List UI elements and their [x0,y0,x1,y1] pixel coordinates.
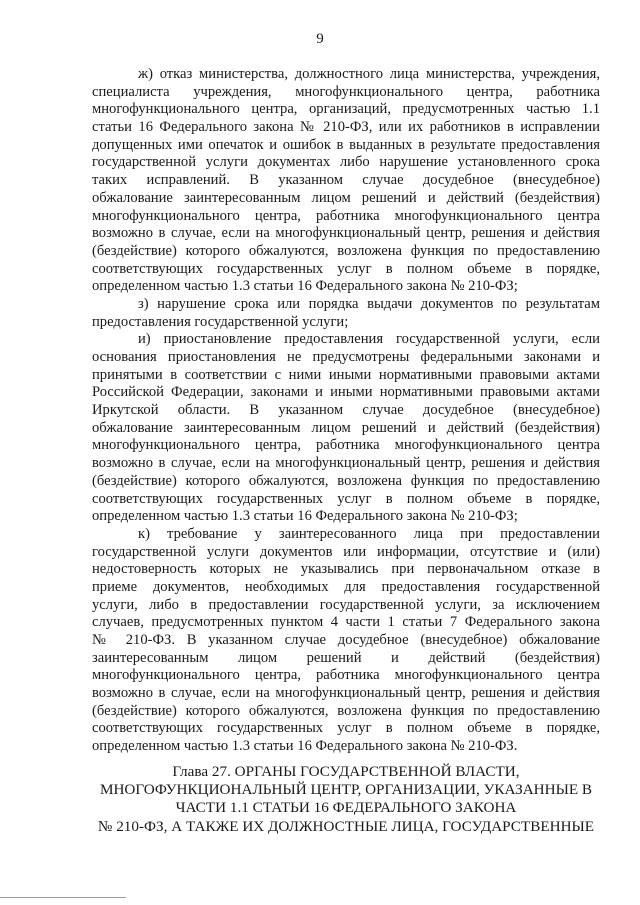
text-line: приеме документов, необходимых для предоставления государственной [92,578,600,595]
heading-line: МНОГОФУНКЦИОНАЛЬНЫЙ ЦЕНТР, ОРГАНИЗАЦИИ, УКАЗАННЫЕ В [99,781,593,799]
text-line: принятыми в соответствии с ними иными нормативными правовыми актами [92,366,600,383]
heading-line: Глава 27. ОРГАНЫ ГОСУДАРСТВЕННОЙ ВЛАСТИ, [172,763,520,780]
text-line: государственной услуги документов или информации, отсутствие и (или) [92,543,600,560]
text-line: государственной услуги документах либо нарушение установленного срока [92,154,600,171]
text-line: услуги, либо в предоставлении государственной услуги, за исключением [92,596,600,613]
text-line: ж) отказ министерства, должностного лица министерства, учреждения, [138,66,600,82]
text-line: соответствующих государственных услуг в полном объеме в порядке, [92,720,600,737]
text-line: определенном частью 1.3 статьи 16 Федерального закона № 210-ФЗ; [92,278,518,295]
text-line: соответствующих государственных услуг в полном объеме в порядке, [92,260,600,277]
document-body [92,66,600,756]
text-line: Российской Федерации, законами и иными нормативными правовыми актами [92,384,600,401]
text-line: допущенных ими опечаток и ошибок в выданных в результате предоставления [92,136,600,153]
paragraph-zh [92,66,600,296]
text-line: к) требование у заинтересованного лица при предоставлении [138,525,600,542]
text-line: Иркутской области. В указанном случае досудебное (внесудебное) [92,402,600,419]
text-line: обжалование заинтересованным лицом решений и действий (бездействия) [92,189,600,206]
text-line: (бездействие) которого обжалуются, возложена функция по предоставлению [92,702,600,719]
paragraph-z [92,296,600,331]
text-line: статьи 16 Федерального закона № 210-ФЗ, или их работников в исправлении [92,119,600,136]
heading-line: ЧАСТИ 1.1 СТАТЬИ 16 ФЕДЕРАЛЬНОГО ЗАКОНА [175,799,517,817]
paragraph-k [92,526,600,756]
text-line: возможно в случае, если на многофункциональный центр, решения и действия [92,455,600,472]
chapter-heading [92,763,600,836]
text-line: недостоверность которых не указывались при первоначальном отказе в [92,561,600,578]
text-line: специалиста учреждения, многофункционального центра, работника [92,83,600,100]
text-line: заинтересованным лицом решений и действий (бездействия) [92,649,600,666]
text-line: многофункционального центра, работника многофункционального центра [92,207,600,224]
text-line: многофункционального центра, работника многофункционального центра [92,667,600,684]
text-line: предоставления государственной услуги; [92,313,349,330]
page-number: 9 [316,31,324,47]
text-line: таких исправлений. В указанном случае досудебное (внесудебное) [92,172,600,189]
text-line: многофункционального центра, работника многофункционального центра [92,437,600,454]
text-line: (бездействие) которого обжалуются, возложена функция по предоставлению [92,472,600,489]
text-line: обжалование заинтересованным лицом решений и действий (бездействия) [92,419,600,436]
heading-line: № 210-ФЗ, А ТАКЖЕ ИХ ДОЛЖНОСТНЫЕ ЛИЦА, ГОСУДАРСТВЕННЫЕ [97,817,595,835]
text-line: возможно в случае, если на многофункциональный центр, решения и действия [92,685,600,702]
text-line: случаев, предусмотренных пунктом 4 части 1 статьи 7 Федерального закона [92,614,600,631]
text-line: основания приостановления не предусмотрены федеральными законами и [92,349,600,365]
text-line: соответствующих государственных услуг в полном объеме в порядке, [92,490,600,507]
text-line: многофункционального центра, организаций, предусмотренных частью 1.1 [92,101,600,118]
paragraph-i [92,331,600,526]
text-line: (бездействие) которого обжалуются, возложена функция по предоставлению [92,242,600,259]
footnote-divider [0,897,126,898]
text-line: определенном частью 1.3 статьи 16 Федерального закона № 210-ФЗ. [92,738,518,755]
text-line: возможно в случае, если на многофункциональный центр, решения и действия [92,225,600,242]
text-line: з) нарушение срока или порядка выдачи документов по результатам [138,295,600,312]
text-line: № 210-ФЗ. В указанном случае досудебное (внесудебное) обжалование [92,632,600,648]
text-line: и) приостановление предоставления государственной услуги, если [138,331,600,348]
text-line: определенном частью 1.3 статьи 16 Федерального закона № 210-ФЗ; [92,508,518,525]
